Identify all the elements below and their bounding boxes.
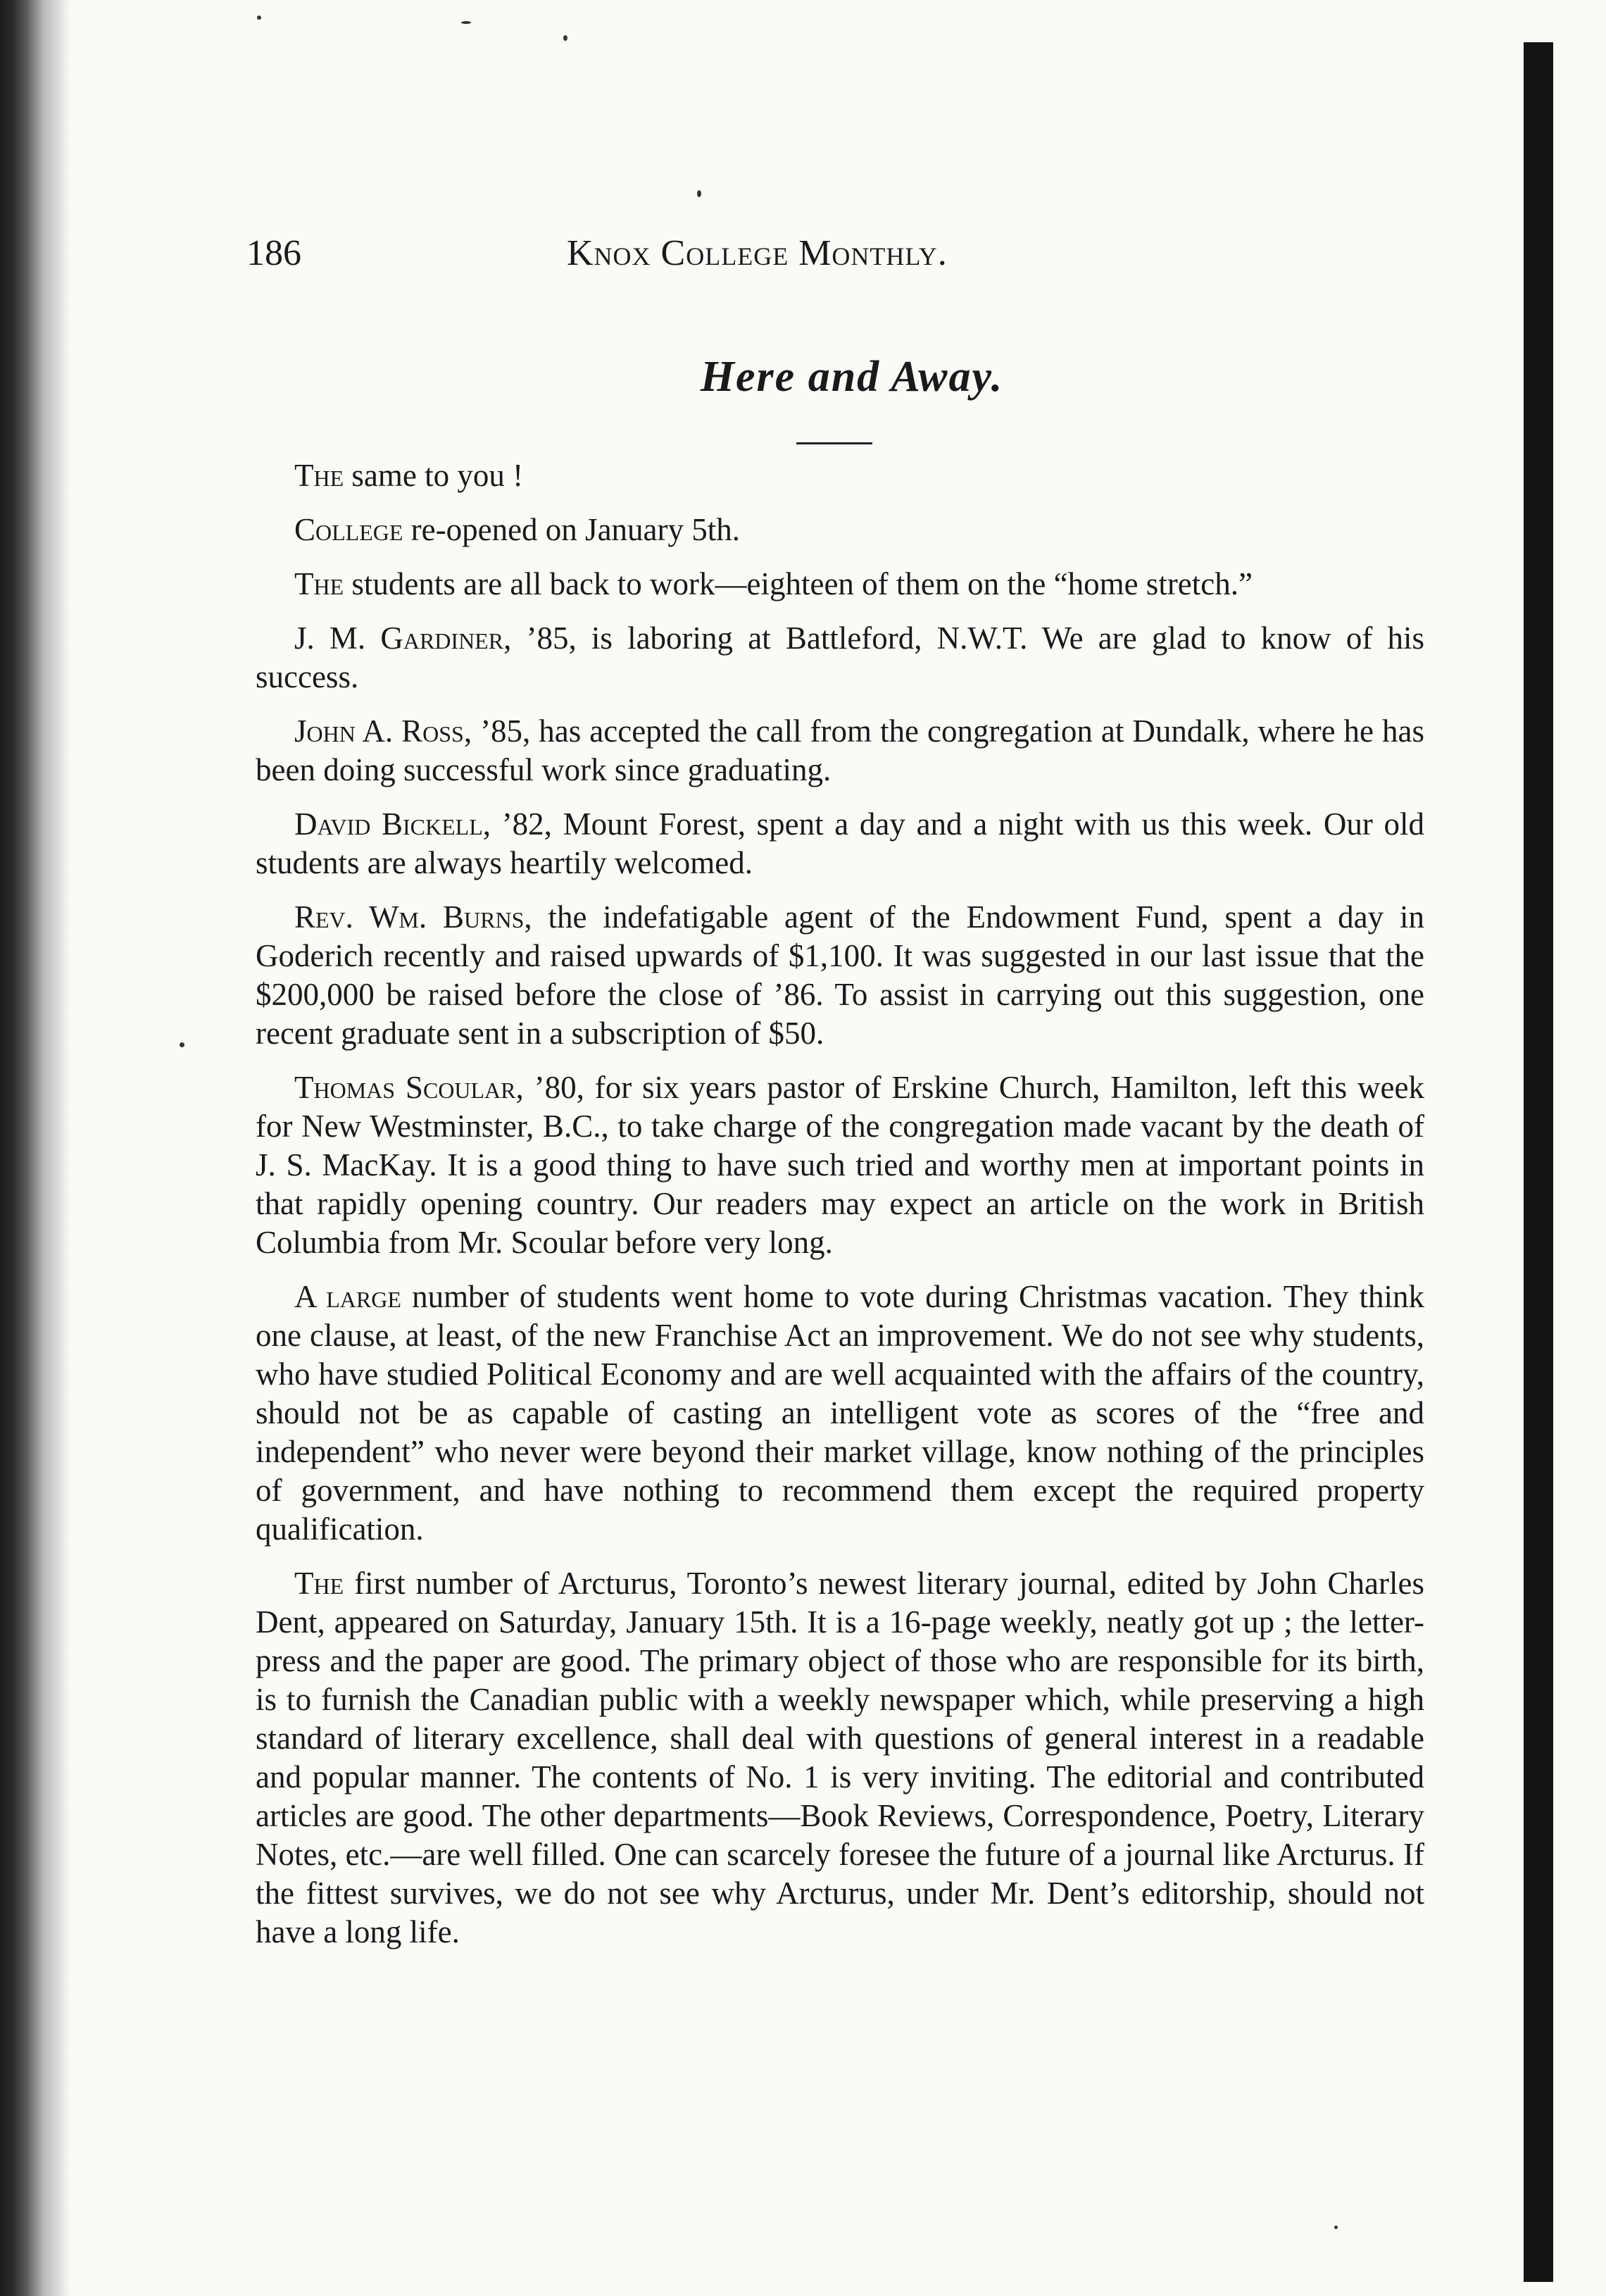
news-item [256, 1068, 1424, 1262]
item-text: students are all back to work—eighteen of them on the “home stretch.” [344, 566, 1253, 601]
scan-speck [1334, 2226, 1338, 2229]
item-text: the indefatigable agent of the Endowment Fund, spent a day in Goderich recently and raised upwards of $1,100. It was suggested in our last issue that the $200,000 be raised before the close of ’86. To assist in carrying out this suggestion, one recent graduate sent in a subscription of $50. [256, 899, 1424, 1051]
title-rule [796, 442, 872, 444]
item-text: ’85, is laboring at Battleford, N.W.T. We are glad to know of his success. [256, 620, 1424, 694]
scan-speck [180, 1042, 184, 1047]
item-lead: Thomas Scoular, [294, 1070, 524, 1105]
news-item [256, 805, 1424, 882]
news-item [256, 619, 1424, 697]
item-lead: The [294, 458, 344, 493]
page-number: 186 [246, 233, 301, 273]
article-body [256, 456, 1424, 1967]
section-title: Here and Away. [700, 353, 1004, 401]
item-text: first number of Arcturus, Toronto’s newest literary journal, edited by John Charles Dent, appeared on Saturday, January 15th. It is a 16-page weekly, neatly got up ; the letter-press and the paper are good. The primary object of those who are responsible for its birth, is to furnish the Canadian public with a weekly newspaper which, while preserving a high standard of literary excellence, shall deal with questions of general interest in a readable and popular manner. The contents of No. 1 is very inviting. The editorial and contributed articles are good. The other departments—Book Reviews, Correspondence, Poetry, Literary Notes, etc.—are well filled. One can scarcely foresee the future of a journal like Arcturus. If the fittest survives, we do not see why Arcturus, under Mr. Dent’s editorship, should not have a long life. [256, 1566, 1424, 1949]
news-item [256, 712, 1424, 790]
scanned-page-edge [0, 0, 70, 2296]
item-text: number of students went home to vote during Christmas vacation. They think one clause, at least, of the new Franchise Act an improvement. We do not see why students, who have studied Political Economy and are well acquainted with the affairs of the country, should not be as capable of casting an intelligent vote as scores of the “free and independent” who never were beyond their market village, know nothing of the principles of government, and have nothing to recommend them except the required property qualification. [256, 1279, 1425, 1547]
news-item [256, 898, 1424, 1053]
item-text: re-opened on January 5th. [403, 512, 741, 547]
scan-speck [461, 21, 471, 24]
news-item [256, 565, 1424, 604]
item-text: ’82, Mount Forest, spent a day and a night with us this week. Our old students are always heartily welcomed. [256, 806, 1424, 880]
journal-title: Knox College Monthly. [567, 233, 948, 273]
item-text: same to you ! [344, 458, 524, 493]
news-item [256, 511, 1424, 549]
news-item [256, 1278, 1424, 1549]
scan-speck [257, 15, 261, 20]
running-header [246, 232, 1091, 289]
item-lead: College [294, 512, 403, 547]
item-lead: John A. Ross, [294, 713, 472, 749]
item-lead: A large [294, 1279, 401, 1314]
scan-speck [697, 190, 701, 197]
scan-speck [563, 35, 567, 41]
item-lead: The [294, 1566, 344, 1601]
item-lead: Rev. Wm. Burns, [294, 899, 532, 935]
news-item [256, 456, 1424, 495]
item-text: ’85, has accepted the call from the congregation at Dundalk, where he has been doing successful work since graduating. [256, 713, 1424, 787]
item-text: ’80, for six years pastor of Erskine Church, Hamilton, left this week for New Westminster, B.C., to take charge of the congregation made vacant by the death of J. S. MacKay. It is a good thing to have such tried and worthy men at important points in that rapidly opening country. Our readers may expect an article on the work in British Columbia from Mr. Scoular before very long. [256, 1070, 1424, 1260]
news-item [256, 1564, 1424, 1952]
item-lead: The [294, 566, 344, 601]
scan-margin-bar [1524, 42, 1553, 2282]
item-lead: David Bickell, [294, 806, 491, 842]
item-lead: J. M. Gardiner, [294, 620, 512, 656]
